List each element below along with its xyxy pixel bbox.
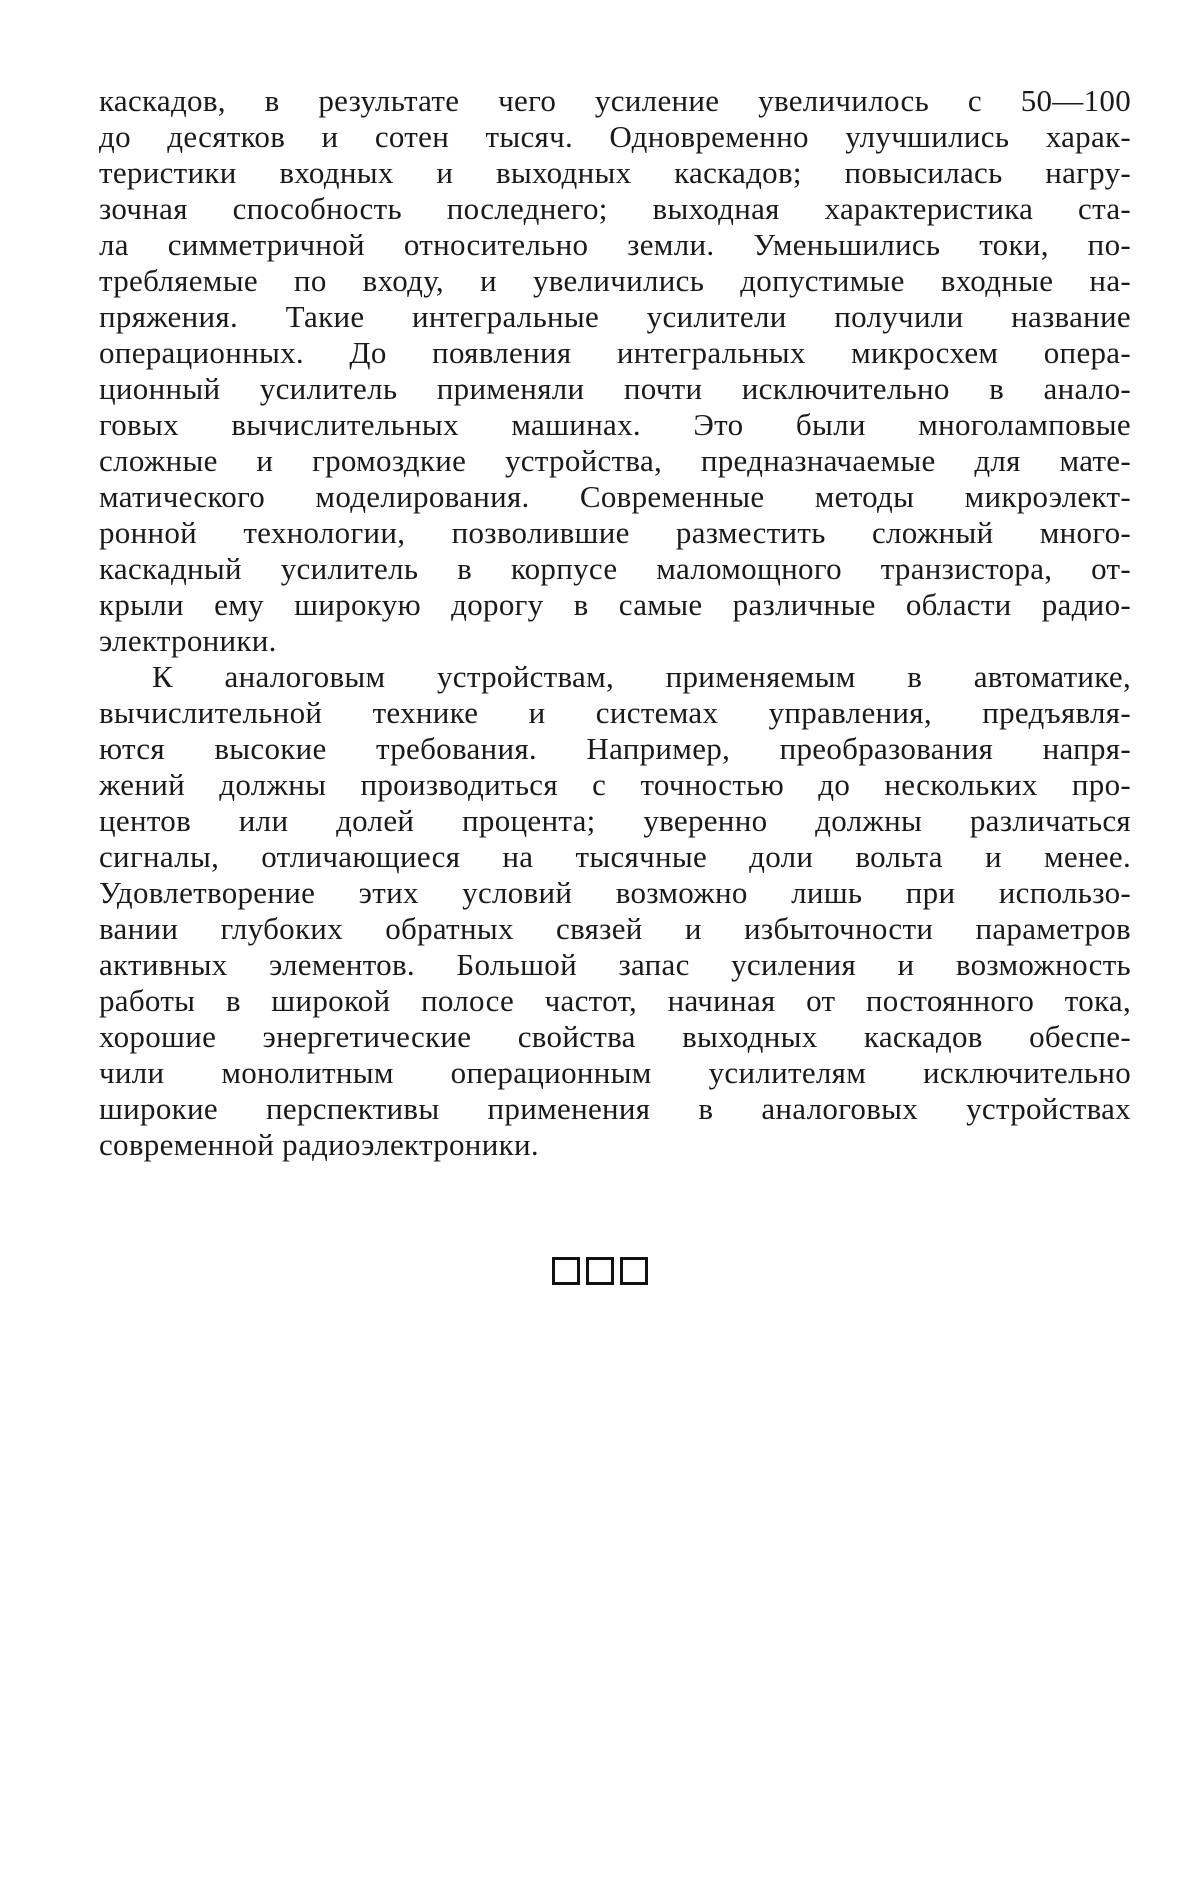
- text-line: ются высокие требования. Например, преобразования напря-: [99, 731, 1131, 766]
- text-line: зочная способность последнего; выходная характеристика ста-: [99, 191, 1131, 226]
- text-line: Удовлетворение этих условий возможно лишь при использо-: [99, 875, 1131, 910]
- text-line: вании глубоких обратных связей и избыточности параметров: [99, 911, 1131, 946]
- text-line: крыли ему широкую дорогу в самые различные области радио-: [99, 587, 1131, 622]
- end-of-chapter-mark: [0, 1250, 1200, 1288]
- square-icon: [552, 1257, 580, 1285]
- text-line: сложные и громоздкие устройства, предназначаемые для мате-: [99, 443, 1131, 478]
- text-line: каскадный усилитель в корпусе маломощного транзистора, от-: [99, 551, 1131, 586]
- text-line: пряжения. Такие интегральные усилители получили название: [99, 299, 1131, 334]
- text-line: активных элементов. Большой запас усиления и возможность: [99, 947, 1131, 982]
- text-line: современной радиоэлектроники.: [99, 1127, 539, 1162]
- text-line: К аналоговым устройствам, применяемым в автоматике,: [152, 659, 1131, 694]
- text-line: вычислительной технике и системах управления, предъявля-: [99, 695, 1131, 730]
- text-line: операционных. До появления интегральных микросхем опера-: [99, 335, 1131, 370]
- paragraph-1: [99, 83, 1131, 659]
- text-line: чили монолитным операционным усилителям исключительно: [99, 1055, 1131, 1090]
- text-line: говых вычислительных машинах. Это были многоламповые: [99, 407, 1131, 442]
- text-line: ционный усилитель применяли почти исключительно в анало-: [99, 371, 1131, 406]
- paragraph-2: [99, 659, 1131, 1163]
- text-line: работы в широкой полосе частот, начиная от постоянного тока,: [99, 983, 1131, 1018]
- text-line: требляемые по входу, и увеличились допустимые входные на-: [99, 263, 1131, 298]
- text-line: каскадов, в результате чего усиление увеличилось с 50—100: [99, 83, 1131, 118]
- text-line: жений должны производиться с точностью до нескольких про-: [99, 767, 1131, 802]
- text-page: [99, 83, 1131, 1163]
- text-line: сигналы, отличающиеся на тысячные доли вольта и менее.: [99, 839, 1131, 874]
- text-line: электроники.: [99, 623, 277, 658]
- text-line: ронной технологии, позволившие разместить сложный много-: [99, 515, 1131, 550]
- square-icon: [586, 1257, 614, 1285]
- text-line: широкие перспективы применения в аналоговых устройствах: [99, 1091, 1131, 1126]
- text-line: хорошие энергетические свойства выходных каскадов обеспе-: [99, 1019, 1131, 1054]
- text-line: до десятков и сотен тысяч. Одновременно улучшились харак-: [99, 119, 1131, 154]
- text-line: центов или долей процента; уверенно должны различаться: [99, 803, 1131, 838]
- square-icon: [620, 1257, 648, 1285]
- text-line: ла симметричной относительно земли. Уменьшились токи, по-: [99, 227, 1131, 262]
- text-line: матического моделирования. Современные методы микроэлект-: [99, 479, 1131, 514]
- text-line: теристики входных и выходных каскадов; повысилась нагру-: [99, 155, 1131, 190]
